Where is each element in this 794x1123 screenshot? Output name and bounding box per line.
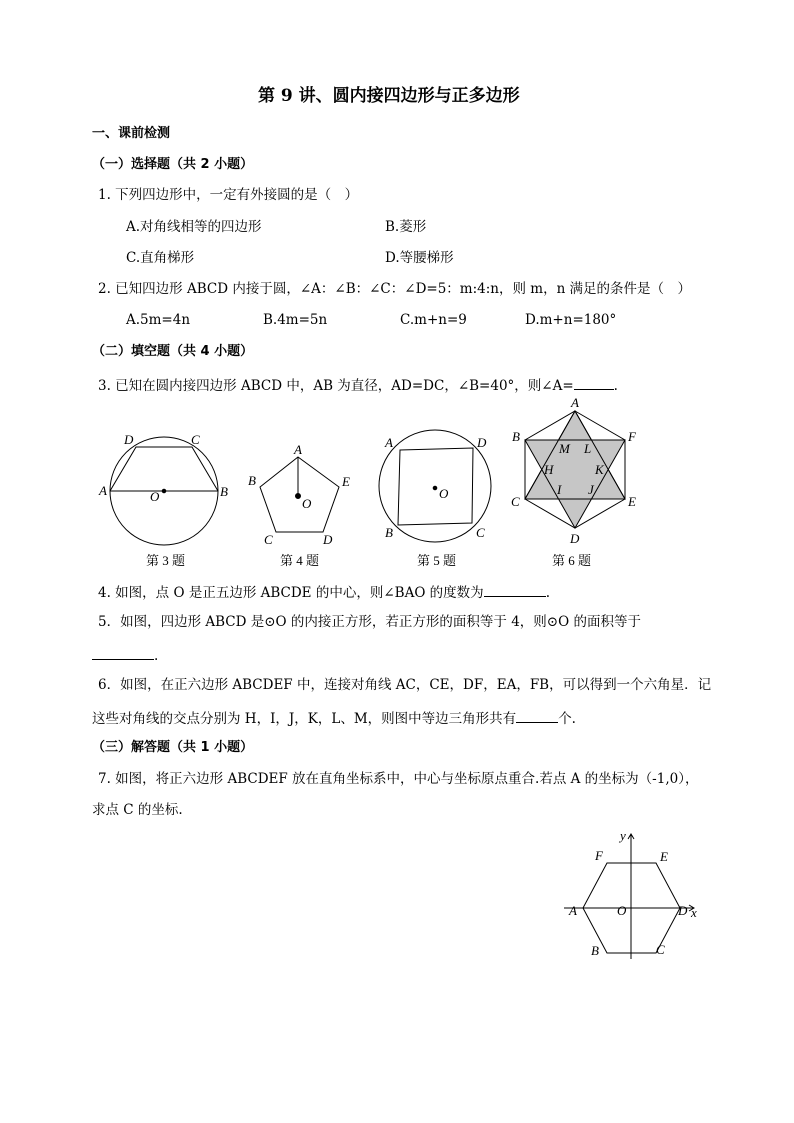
question-4-text: 4. 如图，点 O 是正五边形 ABCDE 的中心，则∠BAO 的度数为 — [98, 585, 484, 601]
question-1-stem: 1. 下列四边形中，一定有外接圆的是（ ） — [98, 187, 359, 203]
fig5-label-a: A — [385, 435, 393, 450]
fig6-label-e: E — [628, 494, 636, 509]
part-heading-fill: （二）填空题（共 4 小题） — [92, 344, 254, 359]
fig4-label-d: D — [323, 532, 333, 547]
question-6-text: 这些对角线的交点分别为 H，I，J，K，L、M，则图中等边三角形共有 — [92, 711, 517, 727]
fig4-label-o: O — [302, 496, 312, 511]
question-2-stem: 2. 已知四边形 ABCD 内接于圆，∠A：∠B：∠C：∠D=5：m:4:n，则 m，n 满足的条件是（ ） — [98, 281, 692, 297]
fig6-label-i: I — [557, 482, 562, 497]
question-1-option-c: C.直角梯形 — [126, 250, 195, 266]
fig6-label-j: J — [588, 482, 594, 497]
fig7-label-b: B — [591, 943, 599, 958]
fig7-label-e: E — [660, 849, 668, 864]
part-heading-choice: （一）选择题（共 2 小题） — [92, 157, 254, 172]
fig6-label-h: H — [544, 462, 554, 477]
fig3-center-dot — [162, 489, 166, 493]
question-4 — [98, 584, 550, 601]
fig6-label-a: A — [571, 395, 579, 410]
fig7-label-o: O — [617, 903, 627, 918]
fig6-label-l: L — [584, 441, 592, 456]
fig6-label-c: C — [511, 494, 520, 509]
fig7-label-d: D — [678, 903, 688, 918]
fig4-label-a: A — [294, 442, 302, 457]
fig5-label-c: C — [476, 525, 485, 540]
fig7-label-c: C — [656, 942, 665, 957]
fig6-label-k: K — [595, 462, 604, 477]
fig5-center-dot — [433, 486, 437, 490]
question-1-option-b: B.菱形 — [385, 219, 427, 235]
question-7-line-2: 求点 C 的坐标. — [92, 802, 183, 818]
fig3-label-a: A — [99, 483, 107, 498]
question-4-end: . — [545, 585, 550, 601]
question-6-line-1: 6．如图，在正六边形 ABCDEF 中，连接对角线 AC，CE，DF，EA，FB，可以得到一个六角星．记 — [98, 677, 712, 693]
question-3-end: . — [613, 378, 618, 394]
fig5-label-b: B — [385, 525, 393, 540]
question-7-line-1: 7. 如图，将正六边形 ABCDEF 放在直角坐标系中，中心与坐标原点重合.若点 A 的坐标为（-1,0）， — [98, 771, 699, 787]
fig3-caption: 第 3 题 — [146, 553, 186, 568]
fig3-label-o: O — [150, 489, 160, 504]
fig4-center-dot — [296, 494, 301, 499]
fig3-quadrilateral — [110, 447, 218, 491]
fig4-caption: 第 4 题 — [280, 553, 320, 568]
fig4-label-b: B — [248, 473, 256, 488]
fig4-label-e: E — [342, 474, 350, 489]
answer-blank — [484, 584, 546, 597]
figure-6 — [525, 411, 625, 528]
question-2-option-a: A.5m=4n — [126, 312, 191, 328]
question-2-option-c: C.m+n=9 — [400, 312, 467, 328]
figure-5 — [379, 430, 491, 542]
fig7-label-a: A — [569, 903, 577, 918]
fig6-label-m: M — [559, 441, 570, 456]
fig4-label-c: C — [264, 532, 273, 547]
fig5-label-o: O — [439, 486, 449, 501]
fig7-label-f: F — [595, 848, 603, 863]
fig5-label-d: D — [477, 435, 487, 450]
figure-7 — [564, 834, 694, 959]
question-3-text: 3. 已知在圆内接四边形 ABCD 中，AB 为直径，AD=DC，∠B=40°，则∠A= — [98, 378, 574, 394]
fig6-label-b: B — [512, 429, 520, 444]
fig6-label-d: D — [570, 531, 580, 546]
fig6-label-f: F — [628, 429, 636, 444]
question-2-option-b: B.4m=5n — [263, 312, 328, 328]
fig7-label-y: y — [620, 828, 626, 843]
question-6-line-2 — [92, 710, 576, 727]
figure-3 — [110, 437, 218, 545]
page-title: 第 9 讲、圆内接四边形与正多边形 — [258, 86, 520, 106]
figure-4 — [260, 457, 339, 532]
section-heading: 一、课前检测 — [92, 126, 171, 141]
fig5-caption: 第 5 题 — [417, 553, 457, 568]
question-5-text: 5．如图，四边形 ABCD 是⊙O 的内接正方形，若正方形的面积等于 4，则⊙O 的面积等于 — [98, 614, 641, 630]
fig3-label-d: D — [124, 432, 134, 447]
fig7-label-x: x — [691, 905, 697, 920]
fig3-label-b: B — [220, 484, 228, 499]
fig6-caption: 第 6 题 — [552, 553, 592, 568]
question-1-option-d: D.等腰梯形 — [385, 250, 454, 266]
question-5-end: . — [154, 648, 159, 664]
answer-blank — [516, 710, 558, 723]
answer-blank — [92, 647, 154, 660]
question-5-blank-line — [92, 647, 158, 664]
fig3-label-c: C — [191, 432, 200, 447]
question-2-option-d: D.m+n=180° — [525, 312, 617, 328]
question-1-option-a: A.对角线相等的四边形 — [126, 219, 262, 235]
question-6-end: 个. — [558, 711, 576, 727]
part-heading-solve: （三）解答题（共 1 小题） — [92, 740, 254, 755]
